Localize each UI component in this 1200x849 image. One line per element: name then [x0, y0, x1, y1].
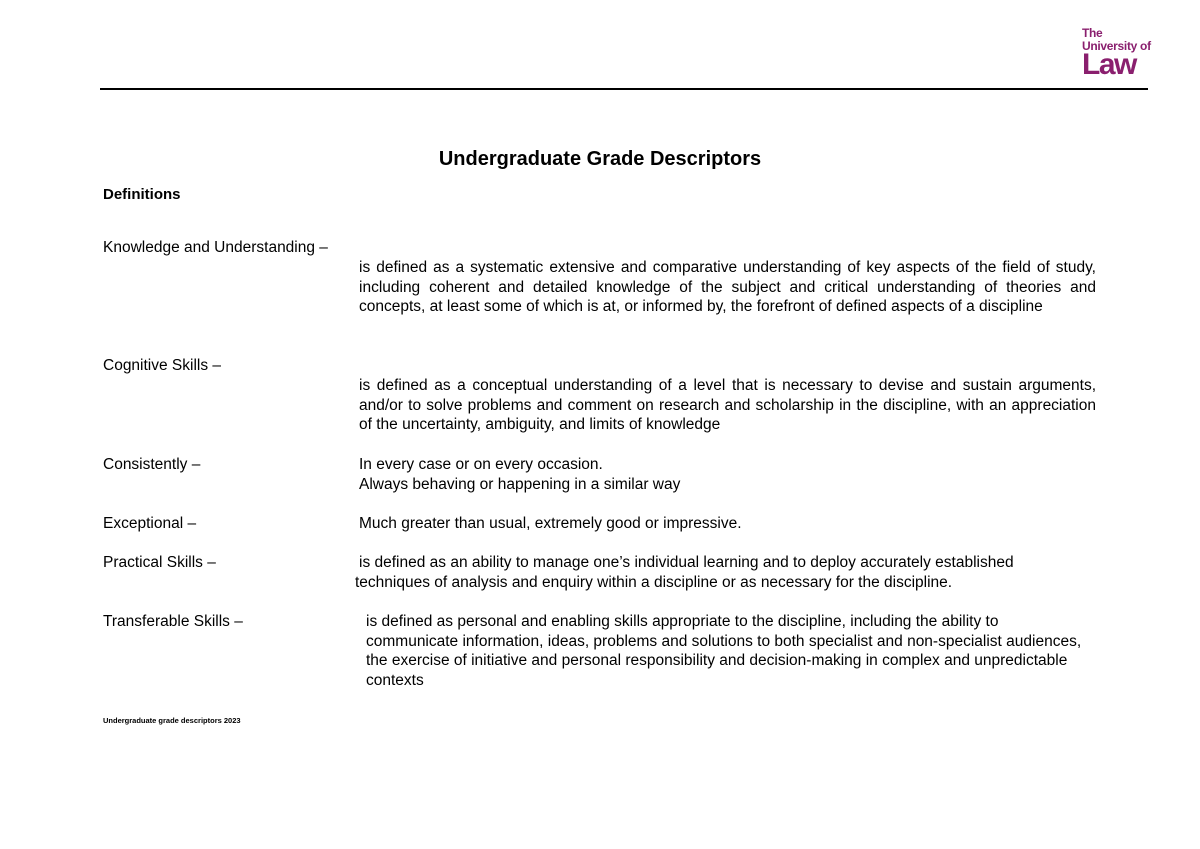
term-practical-skills: Practical Skills – [103, 554, 216, 571]
page-footer: Undergraduate grade descriptors 2023 [103, 716, 241, 725]
definition-transferable-skills: is defined as personal and enabling skills appropriate to the discipline, including the ability to communicate information, ideas, problems and solutions to both specialist and non-specialist audiences, the exercise of initiative and personal responsibility and decision-making in complex and unpredictable contexts [366, 613, 1082, 689]
definitions-heading: Definitions [103, 186, 181, 203]
term-consistently: Consistently – [103, 456, 201, 473]
definition-consistently-line-1: In every case or on every occasion. [359, 456, 603, 473]
university-of-law-logo [1082, 26, 1152, 81]
definition-practical-skills-line-2: techniques of analysis and enquiry within a discipline or as necessary for the discipline. [355, 574, 953, 591]
definition-consistently-line-2: Always behaving or happening in a similar way [359, 476, 681, 493]
logo-text-university-of: University of [1082, 39, 1151, 53]
logo-text-law: Law [1082, 48, 1136, 81]
logo-text-the: The [1082, 26, 1103, 40]
term-transferable-skills: Transferable Skills – [103, 613, 243, 630]
definition-cognitive-skills: is defined as a conceptual understanding of a level that is necessary to devise and sustain arguments, and/or to solve problems and comment on research and scholarship in the discipline, with an appreciation of the uncertainty, ambiguity, and limits of knowledge [359, 377, 1096, 433]
definition-knowledge-and-understanding: is defined as a systematic extensive and comparative understanding of key aspects of the field of study, including coherent and detailed knowledge of the subject and critical understanding of theories and concepts, at least some of which is at, or informed by, the forefront of defined aspects of a discipline [359, 259, 1096, 315]
definition-exceptional: Much greater than usual, extremely good or impressive. [359, 515, 742, 532]
definition-practical-skills-line-1: is defined as an ability to manage one’s individual learning and to deploy accurately established [359, 554, 1014, 571]
header-divider [100, 88, 1148, 90]
page-title: Undergraduate Grade Descriptors [438, 148, 762, 170]
term-knowledge-and-understanding: Knowledge and Understanding – [103, 239, 328, 256]
term-cognitive-skills: Cognitive Skills – [103, 357, 222, 374]
term-exceptional: Exceptional – [103, 515, 197, 532]
